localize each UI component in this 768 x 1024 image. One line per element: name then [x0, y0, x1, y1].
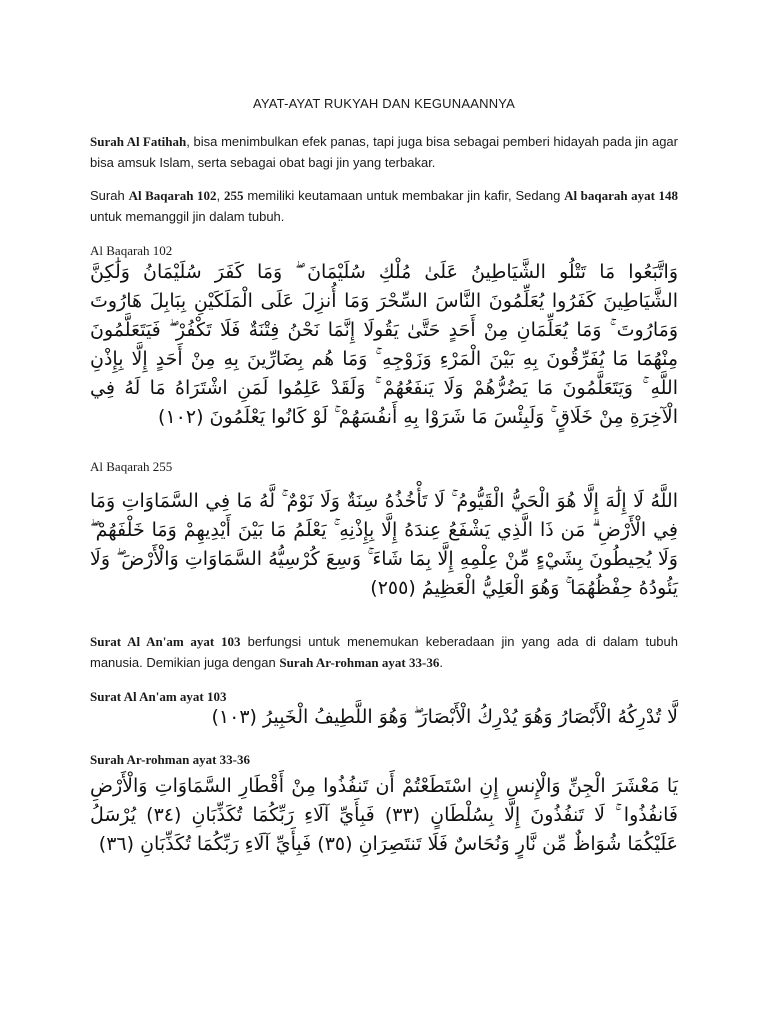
paragraph-fatihah — [90, 131, 678, 173]
paragraph-text: , — [216, 188, 224, 203]
section-heading-anam-103: Surat Al An'am ayat 103 — [90, 689, 227, 704]
surah-name: Al Baqarah 102 — [128, 188, 217, 203]
arabic-verse-baqarah-102: وَاتَّبَعُوا مَا تَتْلُو الشَّيَاطِينُ عَلَىٰ مُلْكِ سُلَيْمَانَ ۖ وَمَا كَفَرَ سُلَيْمَانُ وَلَٰكِنَّ الشَّيَاطِينَ كَفَرُوا يُعَلِّمُونَ النَّاسَ السِّحْرَ وَمَا أُنزِلَ عَلَى الْمَلَكَيْنِ بِبَابِلَ هَارُوتَ وَمَارُوتَ ۚ وَمَا يُعَلِّمَانِ مِنْ أَحَدٍ حَتَّىٰ يَقُولَا إِنَّمَا نَحْنُ فِتْنَةٌ فَلَا تَكْفُرْ ۖ فَيَتَعَلَّمُونَ مِنْهُمَا مَا يُفَرِّقُونَ بِهِ بَيْنَ الْمَرْءِ وَزَوْجِهِ ۚ وَمَا هُم بِضَارِّينَ بِهِ مِنْ أَحَدٍ إِلَّا بِإِذْنِ اللَّهِ ۚ وَيَتَعَلَّمُونَ مَا يَضُرُّهُمْ وَلَا يَنفَعُهُمْ ۚ وَلَقَدْ عَلِمُوا لَمَنِ اشْتَرَاهُ مَا لَهُ فِي الْآخِرَةِ مِنْ خَلَاقٍ ۚ وَلَبِئْسَ مَا شَرَوْا بِهِ أَنفُسَهُمْ ۚ لَوْ كَانُوا يَعْلَمُونَ (١٠٢) — [90, 261, 678, 428]
paragraph-text: berfungsi untuk menemukan keberadaan jin yang ada di dalam tubuh manusia. Demikian juga dengan — [90, 634, 678, 670]
arabic-verse-rohman-33-36: يَا مَعْشَرَ الْجِنِّ وَالْإِنسِ إِنِ اسْتَطَعْتُمْ أَن تَنفُذُوا مِنْ أَقْطَارِ السَّمَاوَاتِ وَالْأَرْضِ فَانفُذُوا ۚ لَا تَنفُذُونَ إِلَّا بِسُلْطَانٍ (٣٣) فَبِأَيِّ آلَاءِ رَبِّكُمَا تُكَذِّبَانِ (٣٤) يُرْسَلُ عَلَيْكُمَا شُوَاظٌ مِّن نَّارٍ وَنُحَاسٌ فَلَا تَنتَصِرَانِ (٣٥) فَبِأَيِّ آلَاءِ رَبِّكُمَا تُكَذِّبَانِ (٣٦) — [90, 775, 678, 855]
section-heading-baqarah-255: Al Baqarah 255 — [90, 459, 173, 474]
section-heading-rohman-33-36: Surah Ar-rohman ayat 33-36 — [90, 752, 250, 767]
section-heading-baqarah-102: Al Baqarah 102 — [90, 243, 173, 258]
surah-name: Surah Al Fatihah — [90, 134, 187, 149]
paragraph-anam — [90, 631, 678, 673]
paragraph-text: . — [439, 655, 443, 670]
surah-name: Surat Al An'am ayat 103 — [90, 634, 241, 649]
arabic-verse-anam-103: لَّا تُدْرِكُهُ الْأَبْصَارُ وَهُوَ يُدْرِكُ الْأَبْصَارَ ۖ وَهُوَ اللَّطِيفُ الْخَبِيرُ (١٠٣) — [211, 706, 678, 728]
paragraph-text: untuk memanggil jin dalam tubuh. — [90, 209, 285, 224]
paragraph-text: memiliki keutamaan untuk membakar jin kafir, Sedang — [243, 188, 565, 203]
paragraph-text: Surah — [90, 188, 129, 203]
page-title: AYAT-AYAT RUKYAH DAN KEGUNAANNYA — [252, 96, 516, 111]
surah-name: Al baqarah ayat 148 — [564, 188, 678, 203]
arabic-verse-baqarah-255: اللَّهُ لَا إِلَٰهَ إِلَّا هُوَ الْحَيُّ الْقَيُّومُ ۚ لَا تَأْخُذُهُ سِنَةٌ وَلَا نَوْمٌ ۚ لَّهُ مَا فِي السَّمَاوَاتِ وَمَا فِي الْأَرْضِ ۗ مَن ذَا الَّذِي يَشْفَعُ عِندَهُ إِلَّا بِإِذْنِهِ ۚ يَعْلَمُ مَا بَيْنَ أَيْدِيهِمْ وَمَا خَلْفَهُمْ ۖ وَلَا يُحِيطُونَ بِشَيْءٍ مِّنْ عِلْمِهِ إِلَّا بِمَا شَاءَ ۚ وَسِعَ كُرْسِيُّهُ السَّمَاوَاتِ وَالْأَرْضَ ۖ وَلَا يَئُودُهُ حِفْظُهُمَا ۚ وَهُوَ الْعَلِيُّ الْعَظِيمُ (٢٥٥) — [90, 490, 678, 599]
paragraph-baqarah — [90, 185, 678, 227]
surah-name: Surah Ar-rohman ayat 33-36 — [279, 655, 440, 670]
paragraph-text: , bisa menimbulkan efek panas, tapi juga bisa sebagai pemberi hidayah pada jin agar bisa amsuk Islam, serta sebagai obat bagi jin yang terbakar. — [90, 134, 678, 170]
verse-number: 255 — [223, 188, 244, 203]
